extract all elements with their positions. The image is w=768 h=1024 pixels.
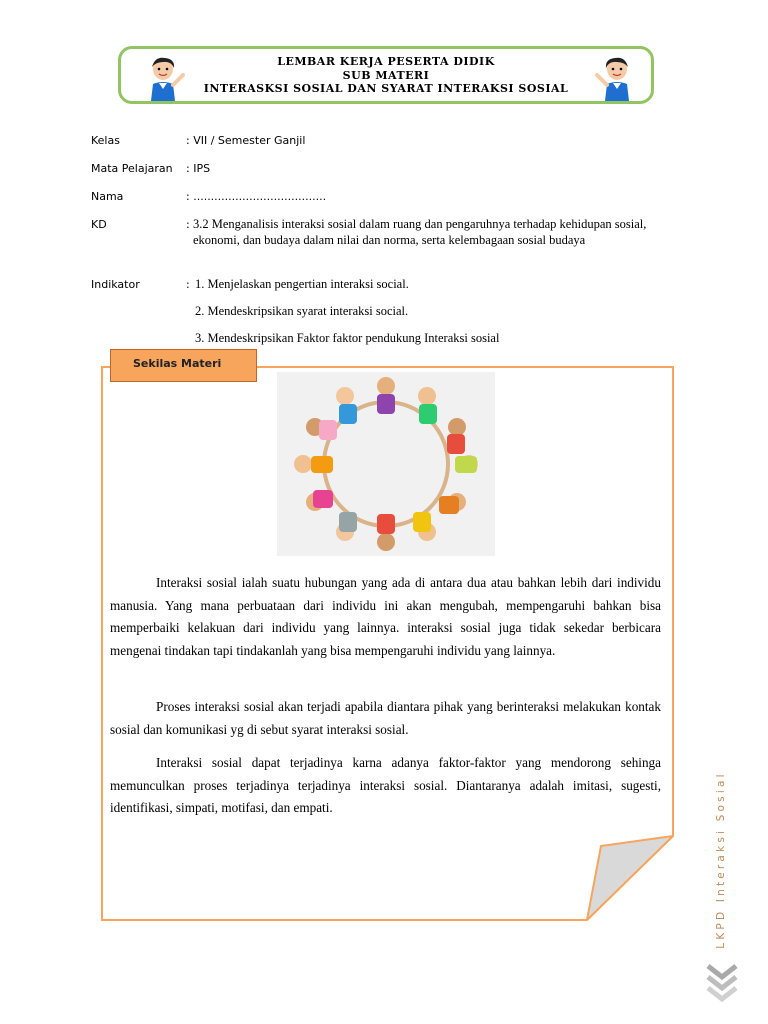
side-label-text: LKPD Interaksi Sosial <box>715 771 727 949</box>
side-label <box>711 770 731 950</box>
kelas-label: Kelas <box>91 134 120 147</box>
indikator-colon: : <box>186 278 190 291</box>
kd-colon: : <box>186 218 190 231</box>
nama-label: Nama <box>91 190 124 203</box>
children-circle-illustration <box>277 372 495 556</box>
indikator-item <box>195 277 409 292</box>
header-title <box>121 55 651 96</box>
indikator-num: 2. <box>195 304 205 318</box>
kelas-value: : VII / Semester Ganjil <box>186 134 306 147</box>
header-line-2: SUB MATERI <box>342 68 430 82</box>
chevron-down-icon <box>705 963 739 1003</box>
indikator-text: Menjelaskan pengertian interaksi social. <box>207 277 409 291</box>
indikator-label: Indikator <box>91 278 140 291</box>
kd-value: 3.2 Menganalisis interaksi sosial dalam ruang dan pengaruhnya terhadap kehidupan sosial, ekonomi, dan budaya dalam nilai dan norma, serta kelembagaan sosial budaya <box>193 217 647 247</box>
indikator-item <box>195 331 499 346</box>
indikator-item <box>195 304 408 319</box>
indikator-text: Mendeskripsikan syarat interaksi social. <box>207 304 409 318</box>
mapel-label: Mata Pelajaran <box>91 162 173 175</box>
paragraph: Interaksi sosial ialah suatu hubungan yang ada di antara dua atau bahkan lebih dari individu manusia. Yang mana perbuataan dari individu ini akan mengubah, mempengaruhi bahkan bisa memperbaiki kelakuan dari individu yang lainnya. interaksi sosial juga tidak sekedar berbicara mengenai tindakan tapi tindakanlah yang bisa mempengaruhi individu yang lainnya. <box>110 575 661 658</box>
mapel-value: : IPS <box>186 162 211 175</box>
worksheet-header <box>118 46 654 104</box>
kid-waving-icon <box>595 55 637 103</box>
indikator-num: 1. <box>195 277 205 291</box>
header-line-1: LEMBAR KERJA PESERTA DIDIK <box>277 55 495 68</box>
header-line-3: INTERASKSI SOSIAL DAN SYARAT INTERAKSI SOSIAL <box>203 82 569 95</box>
nama-value: : ...................................... <box>186 190 327 203</box>
kd-label: KD <box>91 218 107 231</box>
paragraph: Proses interaksi sosial akan terjadi apabila diantara pihak yang berinteraksi melakukan kontak sosial dan komunikasi yg di sebut syarat interaksi sosial. <box>110 699 661 737</box>
indikator-text: Mendeskripsikan Faktor faktor pendukung Interaksi sosial <box>207 331 500 345</box>
indikator-num: 3. <box>195 331 205 345</box>
paragraph: Interaksi sosial dapat terjadinya karna adanya faktor-faktor yang mendorong sehinga memunculkan proses terjadinya terjadinya interaksi sosial. Diantaranya adalah imitasi, sugesti, identifikasi, simpati, motifasi, dan empati. <box>110 755 661 815</box>
sekilas-materi-tab: Sekilas Materi <box>110 349 257 382</box>
